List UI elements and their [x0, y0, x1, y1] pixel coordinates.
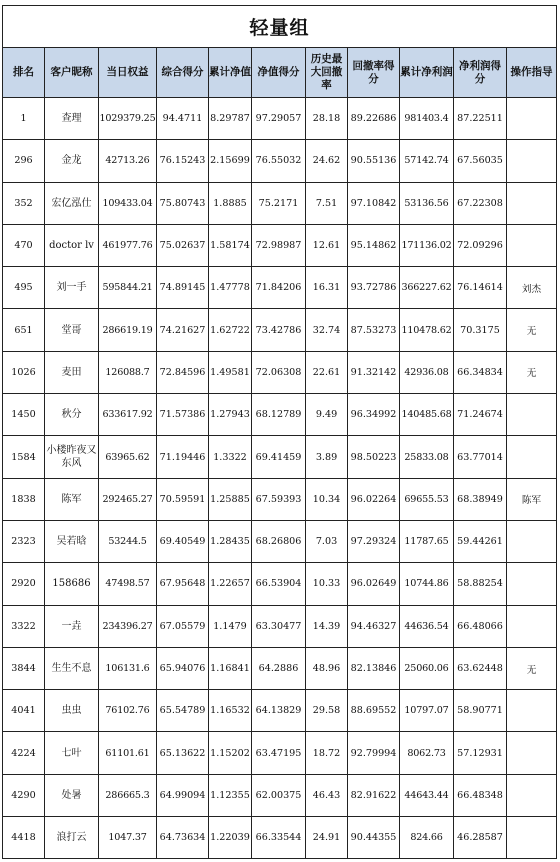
equity-cell: 595844.21	[99, 267, 157, 309]
cumulative-nav-cell: 1.22039	[209, 817, 252, 859]
total-score-cell: 65.13622	[157, 732, 209, 774]
equity-cell: 61101.61	[99, 732, 157, 774]
max-drawdown-cell: 10.33	[306, 563, 348, 605]
total-score-cell: 74.89145	[157, 267, 209, 309]
cumulative-nav-cell: 1.25885	[209, 478, 252, 520]
guidance-cell	[507, 98, 557, 140]
net-profit-cell: 53136.56	[400, 182, 454, 224]
guidance-cell	[507, 605, 557, 647]
nav-score-cell: 63.47195	[252, 732, 306, 774]
equity-cell: 286665.3	[99, 774, 157, 816]
guidance-cell	[507, 817, 557, 859]
cumulative-nav-cell: 1.1479	[209, 605, 252, 647]
nav-score-cell: 76.55032	[252, 140, 306, 182]
rank-cell: 4041	[3, 690, 45, 732]
net-profit-cell: 25060.06	[400, 647, 454, 689]
drawdown-score-cell: 96.34992	[348, 394, 400, 436]
nav-score-cell: 69.41459	[252, 436, 306, 478]
guidance-cell: 无	[507, 351, 557, 393]
net-profit-cell: 10797.07	[400, 690, 454, 732]
nickname-cell: 吴若晗	[45, 520, 99, 562]
table-row	[3, 98, 557, 140]
nickname-cell: 金龙	[45, 140, 99, 182]
rank-cell: 4418	[3, 817, 45, 859]
nickname-cell: 刘一手	[45, 267, 99, 309]
net-profit-cell: 11787.65	[400, 520, 454, 562]
nav-score-cell: 67.59393	[252, 478, 306, 520]
rank-cell: 4224	[3, 732, 45, 774]
drawdown-score-cell: 90.44355	[348, 817, 400, 859]
header-nav-score: 净值得分	[252, 48, 306, 98]
rank-cell: 352	[3, 182, 45, 224]
guidance-cell: 无	[507, 647, 557, 689]
drawdown-score-cell: 97.29324	[348, 520, 400, 562]
table-row	[3, 520, 557, 562]
header-cumulative-nav: 累计净值	[209, 48, 252, 98]
equity-cell: 292465.27	[99, 478, 157, 520]
profit-score-cell: 87.22511	[454, 98, 507, 140]
nav-score-cell: 66.53904	[252, 563, 306, 605]
net-profit-cell: 824.66	[400, 817, 454, 859]
header-profit-score: 净利润得分	[454, 48, 507, 98]
rank-cell: 651	[3, 309, 45, 351]
table-row	[3, 267, 557, 309]
table-row	[3, 478, 557, 520]
equity-cell: 47498.57	[99, 563, 157, 605]
nav-score-cell: 73.42786	[252, 309, 306, 351]
cumulative-nav-cell: 2.15699	[209, 140, 252, 182]
max-drawdown-cell: 18.72	[306, 732, 348, 774]
equity-cell: 234396.27	[99, 605, 157, 647]
guidance-cell	[507, 774, 557, 816]
equity-cell: 42713.26	[99, 140, 157, 182]
nav-score-cell: 66.33544	[252, 817, 306, 859]
equity-cell: 106131.6	[99, 647, 157, 689]
equity-cell: 63965.62	[99, 436, 157, 478]
cumulative-nav-cell: 1.47778	[209, 267, 252, 309]
drawdown-score-cell: 96.02264	[348, 478, 400, 520]
max-drawdown-cell: 48.96	[306, 647, 348, 689]
nav-score-cell: 75.2171	[252, 182, 306, 224]
header-equity: 当日权益	[99, 48, 157, 98]
max-drawdown-cell: 9.49	[306, 394, 348, 436]
total-score-cell: 67.05579	[157, 605, 209, 647]
guidance-cell	[507, 732, 557, 774]
profit-score-cell: 68.38949	[454, 478, 507, 520]
nickname-cell: 宏亿泓仕	[45, 182, 99, 224]
total-score-cell: 75.02637	[157, 224, 209, 266]
profit-score-cell: 63.62448	[454, 647, 507, 689]
max-drawdown-cell: 14.39	[306, 605, 348, 647]
cumulative-nav-cell: 8.29787	[209, 98, 252, 140]
header-guidance: 操作指导	[507, 48, 557, 98]
rank-cell: 470	[3, 224, 45, 266]
nickname-cell: 陈军	[45, 478, 99, 520]
total-score-cell: 94.4711	[157, 98, 209, 140]
max-drawdown-cell: 24.91	[306, 817, 348, 859]
table-row	[3, 690, 557, 732]
max-drawdown-cell: 12.61	[306, 224, 348, 266]
profit-score-cell: 58.88254	[454, 563, 507, 605]
drawdown-score-cell: 92.79994	[348, 732, 400, 774]
cumulative-nav-cell: 1.28435	[209, 520, 252, 562]
rank-cell: 1584	[3, 436, 45, 478]
total-score-cell: 64.99094	[157, 774, 209, 816]
max-drawdown-cell: 7.51	[306, 182, 348, 224]
nickname-cell: 七叶	[45, 732, 99, 774]
equity-cell: 76102.76	[99, 690, 157, 732]
nav-score-cell: 72.98987	[252, 224, 306, 266]
total-score-cell: 75.80743	[157, 182, 209, 224]
max-drawdown-cell: 29.58	[306, 690, 348, 732]
cumulative-nav-cell: 1.8885	[209, 182, 252, 224]
cumulative-nav-cell: 1.49581	[209, 351, 252, 393]
header-net-profit: 累计净利润	[400, 48, 454, 98]
profit-score-cell: 76.14614	[454, 267, 507, 309]
nav-score-cell: 64.2886	[252, 647, 306, 689]
nickname-cell: 麦田	[45, 351, 99, 393]
equity-cell: 286619.19	[99, 309, 157, 351]
nav-score-cell: 62.00375	[252, 774, 306, 816]
equity-cell: 1047.37	[99, 817, 157, 859]
header-row	[3, 48, 557, 98]
profit-score-cell: 70.3175	[454, 309, 507, 351]
max-drawdown-cell: 32.74	[306, 309, 348, 351]
nickname-cell: 处暑	[45, 774, 99, 816]
total-score-cell: 74.21627	[157, 309, 209, 351]
rank-cell: 296	[3, 140, 45, 182]
table-row	[3, 309, 557, 351]
max-drawdown-cell: 46.43	[306, 774, 348, 816]
header-rank: 排名	[3, 48, 45, 98]
table-row	[3, 774, 557, 816]
header-max-drawdown: 历史最大回撤率	[306, 48, 348, 98]
profit-score-cell: 46.28587	[454, 817, 507, 859]
total-score-cell: 76.15243	[157, 140, 209, 182]
max-drawdown-cell: 28.18	[306, 98, 348, 140]
guidance-cell	[507, 563, 557, 605]
drawdown-score-cell: 89.22686	[348, 98, 400, 140]
cumulative-nav-cell: 1.58174	[209, 224, 252, 266]
table-row	[3, 732, 557, 774]
drawdown-score-cell: 97.10842	[348, 182, 400, 224]
net-profit-cell: 25833.08	[400, 436, 454, 478]
nav-score-cell: 64.13829	[252, 690, 306, 732]
cumulative-nav-cell: 1.15202	[209, 732, 252, 774]
total-score-cell: 67.95648	[157, 563, 209, 605]
table-row	[3, 182, 557, 224]
equity-cell: 461977.76	[99, 224, 157, 266]
drawdown-score-cell: 82.13846	[348, 647, 400, 689]
rank-cell: 2920	[3, 563, 45, 605]
max-drawdown-cell: 10.34	[306, 478, 348, 520]
table-row	[3, 563, 557, 605]
max-drawdown-cell: 7.03	[306, 520, 348, 562]
table-row	[3, 436, 557, 478]
nav-score-cell: 97.29057	[252, 98, 306, 140]
net-profit-cell: 10744.86	[400, 563, 454, 605]
drawdown-score-cell: 96.02649	[348, 563, 400, 605]
equity-cell: 1029379.25	[99, 98, 157, 140]
rank-cell: 2323	[3, 520, 45, 562]
net-profit-cell: 69655.53	[400, 478, 454, 520]
guidance-cell: 无	[507, 309, 557, 351]
net-profit-cell: 57142.74	[400, 140, 454, 182]
header-total-score: 综合得分	[157, 48, 209, 98]
profit-score-cell: 72.09296	[454, 224, 507, 266]
drawdown-score-cell: 87.53273	[348, 309, 400, 351]
drawdown-score-cell: 91.32142	[348, 351, 400, 393]
drawdown-score-cell: 93.72786	[348, 267, 400, 309]
drawdown-score-cell: 95.14862	[348, 224, 400, 266]
cumulative-nav-cell: 1.22657	[209, 563, 252, 605]
table-row	[3, 605, 557, 647]
cumulative-nav-cell: 1.27943	[209, 394, 252, 436]
header-drawdown-score: 回撤率得分	[348, 48, 400, 98]
profit-score-cell: 58.90771	[454, 690, 507, 732]
total-score-cell: 69.40549	[157, 520, 209, 562]
table-row	[3, 817, 557, 859]
nickname-cell: 158686	[45, 563, 99, 605]
table-row	[3, 224, 557, 266]
nav-score-cell: 68.12789	[252, 394, 306, 436]
drawdown-score-cell: 88.69552	[348, 690, 400, 732]
profit-score-cell: 71.24674	[454, 394, 507, 436]
total-score-cell: 65.94076	[157, 647, 209, 689]
rank-cell: 1026	[3, 351, 45, 393]
equity-cell: 126088.7	[99, 351, 157, 393]
net-profit-cell: 140485.68	[400, 394, 454, 436]
cumulative-nav-cell: 1.3322	[209, 436, 252, 478]
cumulative-nav-cell: 1.16841	[209, 647, 252, 689]
table-row	[3, 647, 557, 689]
nav-score-cell: 63.30477	[252, 605, 306, 647]
guidance-cell: 刘杰	[507, 267, 557, 309]
drawdown-score-cell: 90.55136	[348, 140, 400, 182]
nickname-cell: 虫虫	[45, 690, 99, 732]
net-profit-cell: 110478.62	[400, 309, 454, 351]
rank-cell: 4290	[3, 774, 45, 816]
guidance-cell	[507, 394, 557, 436]
max-drawdown-cell: 24.62	[306, 140, 348, 182]
rank-cell: 1838	[3, 478, 45, 520]
table-row	[3, 394, 557, 436]
net-profit-cell: 981403.4	[400, 98, 454, 140]
header-nickname: 客户昵称	[45, 48, 99, 98]
nav-score-cell: 68.26806	[252, 520, 306, 562]
total-score-cell: 71.19446	[157, 436, 209, 478]
total-score-cell: 64.73634	[157, 817, 209, 859]
guidance-cell	[507, 520, 557, 562]
total-score-cell: 71.57386	[157, 394, 209, 436]
total-score-cell: 72.84596	[157, 351, 209, 393]
net-profit-cell: 44636.54	[400, 605, 454, 647]
profit-score-cell: 66.48348	[454, 774, 507, 816]
nav-score-cell: 72.06308	[252, 351, 306, 393]
equity-cell: 109433.04	[99, 182, 157, 224]
rank-cell: 1	[3, 98, 45, 140]
nickname-cell: 浪打云	[45, 817, 99, 859]
rank-cell: 3844	[3, 647, 45, 689]
guidance-cell	[507, 690, 557, 732]
profit-score-cell: 67.56035	[454, 140, 507, 182]
profit-score-cell: 67.22308	[454, 182, 507, 224]
profit-score-cell: 63.77014	[454, 436, 507, 478]
max-drawdown-cell: 3.89	[306, 436, 348, 478]
guidance-cell	[507, 182, 557, 224]
ranking-table	[2, 5, 557, 859]
nickname-cell: 小楼昨夜又东风	[45, 436, 99, 478]
cumulative-nav-cell: 1.12355	[209, 774, 252, 816]
table-row	[3, 351, 557, 393]
cumulative-nav-cell: 1.16532	[209, 690, 252, 732]
profit-score-cell: 57.12931	[454, 732, 507, 774]
drawdown-score-cell: 98.50223	[348, 436, 400, 478]
net-profit-cell: 42936.08	[400, 351, 454, 393]
drawdown-score-cell: 94.46327	[348, 605, 400, 647]
net-profit-cell: 171136.02	[400, 224, 454, 266]
nickname-cell: 秋分	[45, 394, 99, 436]
total-score-cell: 70.59591	[157, 478, 209, 520]
nickname-cell: doctor lv	[45, 224, 99, 266]
rank-cell: 3322	[3, 605, 45, 647]
net-profit-cell: 44643.44	[400, 774, 454, 816]
profit-score-cell: 66.34834	[454, 351, 507, 393]
profit-score-cell: 66.48066	[454, 605, 507, 647]
nickname-cell: 堂哥	[45, 309, 99, 351]
nickname-cell: 查理	[45, 98, 99, 140]
nickname-cell: 生生不息	[45, 647, 99, 689]
guidance-cell	[507, 140, 557, 182]
max-drawdown-cell: 22.61	[306, 351, 348, 393]
net-profit-cell: 8062.73	[400, 732, 454, 774]
rank-cell: 1450	[3, 394, 45, 436]
table-title: 轻量组	[3, 6, 557, 48]
equity-cell: 53244.5	[99, 520, 157, 562]
nav-score-cell: 71.84206	[252, 267, 306, 309]
guidance-cell	[507, 224, 557, 266]
rank-cell: 495	[3, 267, 45, 309]
total-score-cell: 65.54789	[157, 690, 209, 732]
guidance-cell	[507, 436, 557, 478]
max-drawdown-cell: 16.31	[306, 267, 348, 309]
cumulative-nav-cell: 1.62722	[209, 309, 252, 351]
nickname-cell: 一垚	[45, 605, 99, 647]
equity-cell: 633617.92	[99, 394, 157, 436]
net-profit-cell: 366227.62	[400, 267, 454, 309]
table-row	[3, 140, 557, 182]
guidance-cell: 陈军	[507, 478, 557, 520]
drawdown-score-cell: 82.91622	[348, 774, 400, 816]
profit-score-cell: 59.44261	[454, 520, 507, 562]
